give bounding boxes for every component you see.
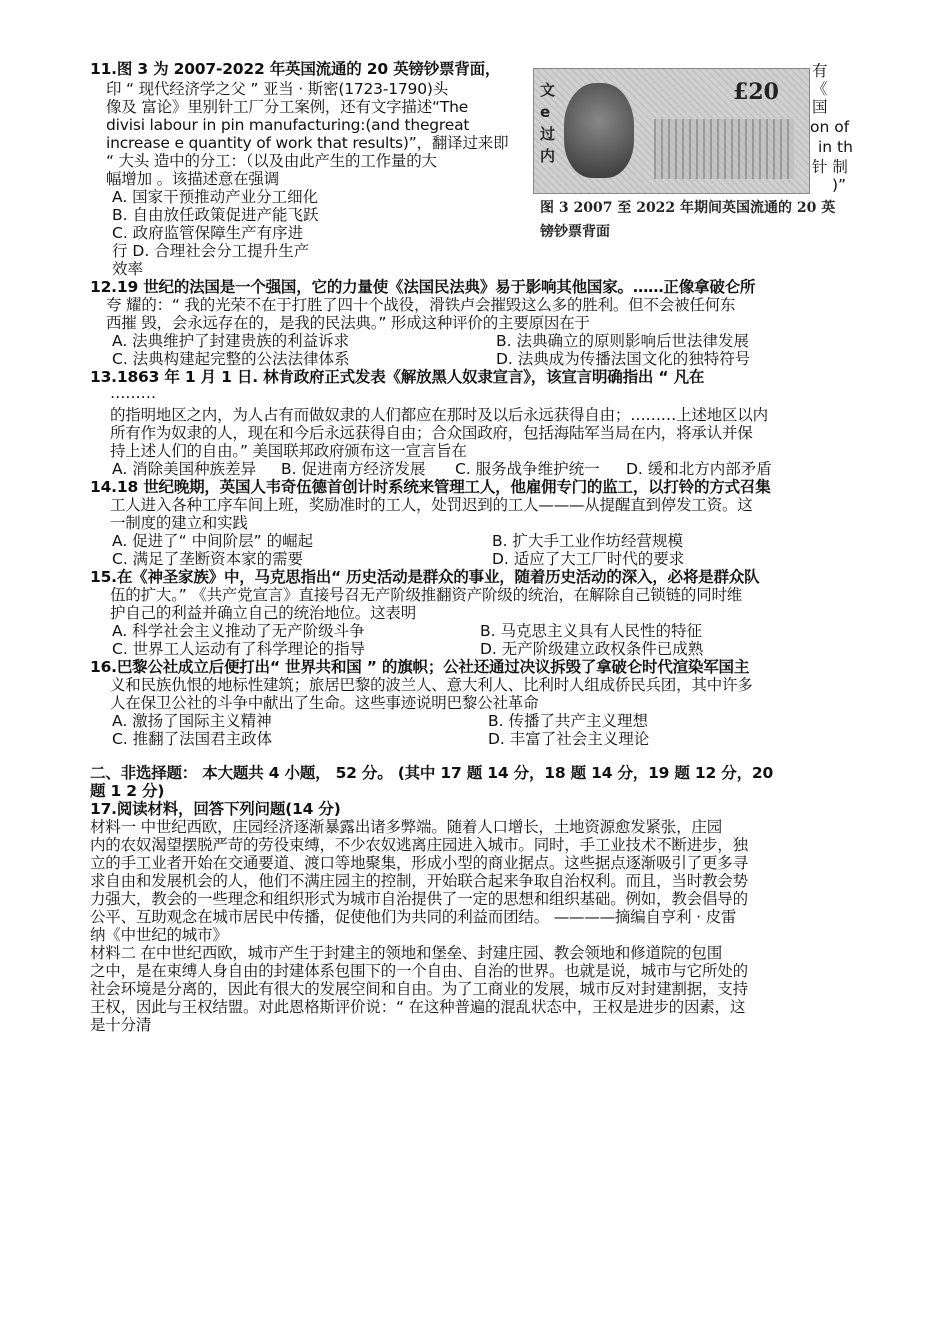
q16-option-a[interactable]: A. 激扬了国际主义精神: [112, 712, 272, 730]
q14-line-1: 14.18 世纪晚期，英国人韦奇伍德首创计时系统来管理工人，他雇佣专门的监工，以打铃的方式召集: [90, 478, 771, 496]
q15-line-3: 护自己的利益并确立自己的统治地位。这表明: [110, 604, 417, 622]
banknote-image: [533, 68, 810, 194]
q13-line-4: 所有作为奴隶的人，现在和今后永远获得自由；合众国政府，包括海陆军当局在内，将承认并保: [110, 424, 753, 442]
q13-option-d[interactable]: D. 缓和北方内部矛盾: [626, 460, 772, 478]
q11-side-4: on of: [810, 118, 850, 136]
q11-option-d[interactable]: 行 D. 合理社会分工提升生产: [112, 242, 310, 260]
q16-option-c[interactable]: C. 推翻了法国君主政体: [112, 730, 273, 748]
figure-3-caption: 图 3 2007 至 2022 年期间英国流通的 20 英 镑钞票背面: [540, 200, 836, 240]
banknote-left-text: 文 e 过 内: [540, 81, 556, 165]
q11-line-1: 11.图 3 为 2007-2022 年英国流通的 20 英镑钞票背面，: [90, 60, 501, 78]
q16-option-d[interactable]: D. 丰富了社会主义理论: [488, 730, 650, 748]
q12-option-c[interactable]: C. 法典构建起完整的公法法律体系: [112, 350, 350, 368]
q17-line-3: 立的手工业者开始在交通要道、渡口等地聚集，形成小型的商业据点。这些据点逐渐吸引了更多寻: [90, 854, 748, 872]
q12-option-b[interactable]: B. 法典确立的原则影响后世法律发展: [496, 332, 749, 350]
section-2-heading: 二、非选择题： 本大题共 4 小题， 52 分。 (其中 17 题 14 分，18 题 14 分，19 题 12 分，20: [90, 764, 774, 782]
q16-option-b[interactable]: B. 传播了共产主义理想: [488, 712, 648, 730]
q11-option-b[interactable]: B. 自由放任政策促进产能飞跃: [112, 206, 319, 224]
q15-line-1: 15.在《神圣家族》中，马克思指出“ 历史活动是群众的事业，随着历史活动的深入，必将是群众队: [90, 568, 760, 586]
q12-option-d[interactable]: D. 法典成为传播法国文化的独特符号: [496, 350, 751, 368]
q12-option-a[interactable]: A. 法典维护了封建贵族的利益诉求: [112, 332, 350, 350]
q14-option-c[interactable]: C. 满足了垄断资本家的需要: [112, 550, 304, 568]
q11-line-7: 幅增加 。该描述意在强调: [106, 170, 280, 188]
q11-line-6: “ 大头 造中的分工：（以及由此产生的工作量的大: [106, 152, 437, 170]
banknote-amount: £20: [733, 79, 779, 105]
q11-option-d-cont: 效率: [112, 260, 144, 278]
q11-line-4: divisi labour in pin manufacturing:(and thegreat: [106, 116, 470, 134]
q17-line-9: 之中，是在束缚人身自由的封建体系包围下的一个自由、自治的世界。也就是说，城市与它所处的: [90, 962, 748, 980]
q11-side-3: 国: [812, 98, 828, 116]
q17-line-12: 是十分清: [90, 1016, 152, 1034]
q14-option-b[interactable]: B. 扩大手工业作坊经营规模: [492, 532, 683, 550]
q15-option-b[interactable]: B. 马克思主义具有人民性的特征: [480, 622, 702, 640]
q17-line-6: 公平、互助观念在城市居民中传播，促使他们为共同的利益而团结。 ————摘编自亨利 · 皮雷: [90, 908, 737, 926]
q14-option-a[interactable]: A. 促进了“ 中间阶层” 的崛起: [112, 532, 314, 550]
q13-option-a[interactable]: A. 消除美国种族差异: [112, 460, 257, 478]
q11-option-c[interactable]: C. 政府监管保障生产有序进: [112, 224, 304, 242]
q15-line-2: 伍的扩大。” 《共产党宣言》直接号召无产阶级推翻资产阶级的统治，在解除自己锁链的同时维: [110, 586, 743, 604]
q11-line-2: 印 “ 现代经济学之父 ” 亚当 · 斯密(1723-1790)头: [106, 80, 449, 98]
q11-side-7: )”: [832, 176, 847, 194]
q12-line-1: 12.19 世纪的法国是一个强国，它的力量使《法国民法典》易于影响其他国家。……正像拿破仑所: [90, 278, 756, 296]
pin-factory-illustration: [654, 119, 794, 179]
q14-line-3: 一制度的建立和实践: [110, 514, 248, 532]
q14-option-d[interactable]: D. 适应了大工厂时代的要求: [492, 550, 685, 568]
q17-line-7: 纳《中世纪的城市》: [90, 926, 228, 944]
adam-smith-portrait: [564, 83, 634, 178]
q15-option-a[interactable]: A. 科学社会主义推动了无产阶级斗争: [112, 622, 365, 640]
q17-line-2: 内的农奴渴望摆脱严苛的劳役束缚，不少农奴逃离庄园进入城市。同时，手工业技术不断进步，独: [90, 836, 748, 854]
q17-line-11: 王权，因此与王权结盟。对此恩格斯评价说：“ 在这种普遍的混乱状态中，王权是进步的因素，这: [90, 998, 746, 1016]
q11-option-a[interactable]: A. 国家干预推动产业分工细化: [112, 188, 319, 206]
q12-line-2: 夸 耀的：“ 我的光荣不在于打胜了四十个战役，滑铁卢会摧毁这么多的胜利。但不会被任何东: [106, 296, 736, 314]
q17-line-1: 材料一 中世纪西欧，庄园经济逐渐暴露出诸多弊端。随着人口增长，土地资源愈发紧张，庄园: [90, 818, 723, 836]
q12-line-3: 西摧 毁，会永远存在的，是我的民法典。” 形成这种评价的主要原因在于: [106, 314, 590, 332]
q17-line-8: 材料二 在中世纪西欧，城市产生于封建主的领地和堡垒、封建庄园、教会领地和修道院的包围: [90, 944, 723, 962]
q13-option-b[interactable]: B. 促进南方经济发展: [281, 460, 426, 478]
q16-line-2: 义和民族仇恨的地标性建筑；旅居巴黎的波兰人、意大利人、比利时人组成侨民兵团，其中许多: [110, 676, 753, 694]
q17-title: 17.阅读材料，回答下列问题(14 分): [90, 800, 341, 818]
q13-line-5: 持上述人们的自由。” 美国联邦政府颁布这一宣言旨在: [110, 442, 467, 460]
q16-line-3: 人在保卫公社的斗争中献出了生命。这些事迹说明巴黎公社革命: [110, 694, 539, 712]
q16-line-1: 16.巴黎公社成立后便打出“ 世界共和国 ” 的旗帜；公社还通过决议拆毁了拿破仑时代渲染军国主: [90, 658, 750, 676]
q11-line-5: increase e quantity of work that results)”，翻译过来即: [106, 134, 509, 152]
q14-line-2: 工人进入各种工序车间上班，奖励准时的工人，处罚迟到的工人———从提醒直到停发工资。这: [110, 496, 753, 514]
q17-line-5: 力强大，教会的一些理念和组织形式为城市自治提供了一定的思想和组织基础。例如，教会倡导的: [90, 890, 748, 908]
section-2-heading-cont: 题 1 2 分): [90, 782, 165, 800]
q17-line-4: 求自由和发展机会的人，他们不满庄园主的控制，开始联合起来争取自治权利。而且，当时教会势: [90, 872, 748, 890]
q13-line-2: ………: [110, 384, 156, 402]
q11-side-6: 针 制: [812, 158, 848, 176]
q13-line-1: 13.1863 年 1 月 1 日. 林肯政府正式发表《解放黑人奴隶宣言》，该宣言明确指出 “ 凡在: [90, 368, 705, 386]
q15-option-c[interactable]: C. 世界工人运动有了科学理论的指导: [112, 640, 366, 658]
q15-option-d[interactable]: D. 无产阶级建立政权条件已成熟: [480, 640, 704, 658]
q13-line-3: 的指明地区之内，为人占有而做奴隶的人们都应在那时及以后永远获得自由；………上述地区以内: [110, 406, 768, 424]
q11-line-3: 像及 富论》里别针工厂分工案例，还有文字描述“The: [106, 98, 469, 116]
q13-option-c[interactable]: C. 服务战争维护统一: [455, 460, 600, 478]
q11-side-1: 有: [812, 62, 828, 80]
q11-side-5: in th: [818, 138, 853, 156]
q17-line-10: 社会环境是分离的，因此有很大的发展空间和自由。为了工商业的发展，城市反对封建割据，支持: [90, 980, 748, 998]
q11-side-2: 《: [812, 80, 828, 98]
